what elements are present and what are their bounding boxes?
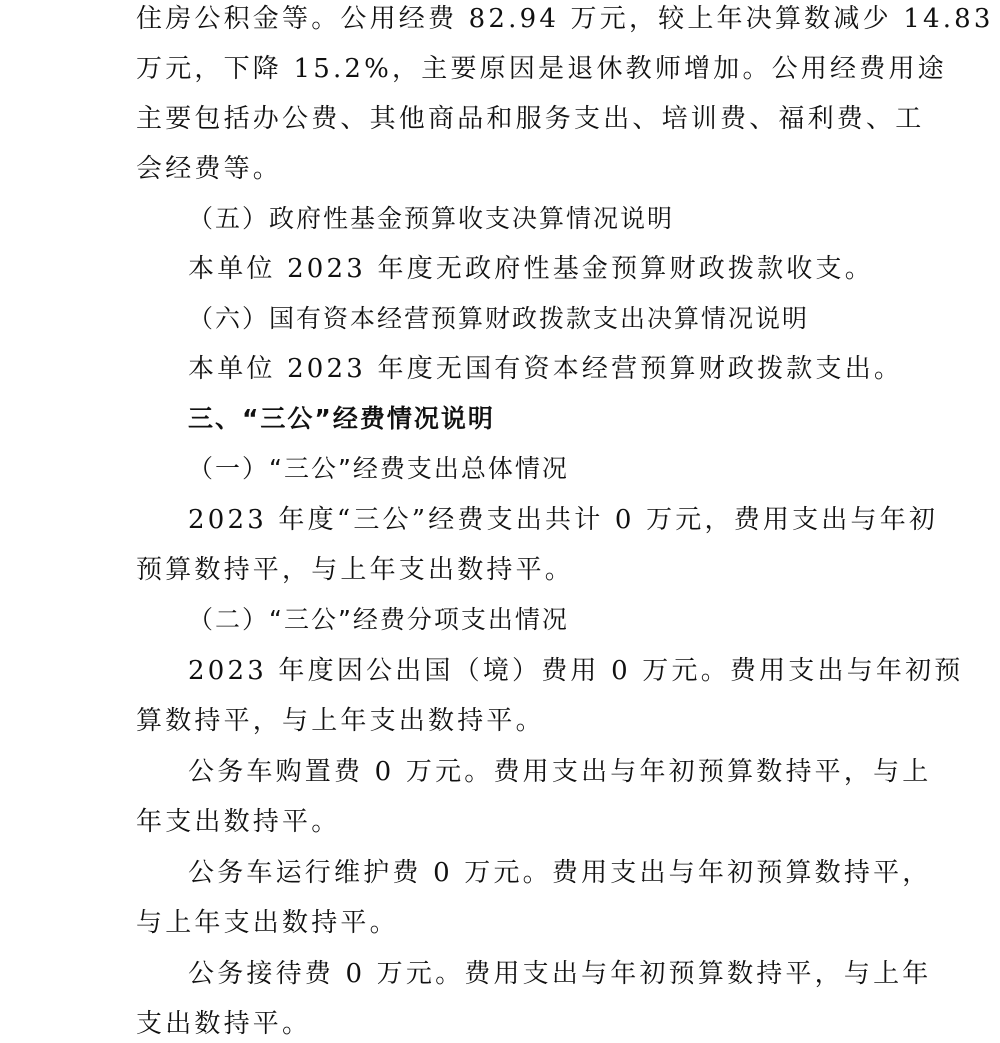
paragraph-line: 公务车购置费 0 万元。费用支出与年初预算数持平，与上 bbox=[188, 757, 932, 787]
paragraph-line: 住房公积金等。公用经费 82.94 万元，较上年决算数减少 14.83 bbox=[136, 4, 994, 34]
subsection-heading-1: （一）“三公”经费支出总体情况 bbox=[188, 454, 569, 483]
paragraph-line: 2023 年度因公出国（境）费用 0 万元。费用支出与年初预 bbox=[188, 656, 964, 686]
section-heading-6: （六）国有资本经营预算财政拨款支出决算情况说明 bbox=[188, 304, 810, 333]
paragraph-line: 公务车运行维护费 0 万元。费用支出与年初预算数持平， bbox=[188, 858, 932, 888]
chapter-heading-3: 三、“三公”经费情况说明 bbox=[188, 404, 495, 433]
section-heading-5: （五）政府性基金预算收支决算情况说明 bbox=[188, 204, 675, 233]
paragraph-line: 年支出数持平。 bbox=[136, 807, 341, 837]
paragraph-line: 公务接待费 0 万元。费用支出与年初预算数持平，与上年 bbox=[188, 959, 932, 989]
paragraph-line: 2023 年度“三公”经费支出共计 0 万元，费用支出与年初 bbox=[188, 505, 939, 535]
paragraph-line: 算数持平，与上年支出数持平。 bbox=[136, 706, 545, 736]
subsection-heading-2: （二）“三公”经费分项支出情况 bbox=[188, 605, 569, 634]
paragraph-line: 万元，下降 15.2%，主要原因是退休教师增加。公用经费用途 bbox=[136, 54, 947, 84]
paragraph-line: 支出数持平。 bbox=[136, 1009, 312, 1039]
paragraph-line: 与上年支出数持平。 bbox=[136, 908, 399, 938]
paragraph-line: 会经费等。 bbox=[136, 154, 283, 184]
paragraph-line: 预算数持平，与上年支出数持平。 bbox=[136, 555, 575, 585]
paragraph-line: 本单位 2023 年度无国有资本经营预算财政拨款支出。 bbox=[188, 354, 904, 384]
paragraph-line: 主要包括办公费、其他商品和服务支出、培训费、福利费、工 bbox=[136, 104, 925, 134]
paragraph-line: 本单位 2023 年度无政府性基金预算财政拨款收支。 bbox=[188, 254, 874, 284]
